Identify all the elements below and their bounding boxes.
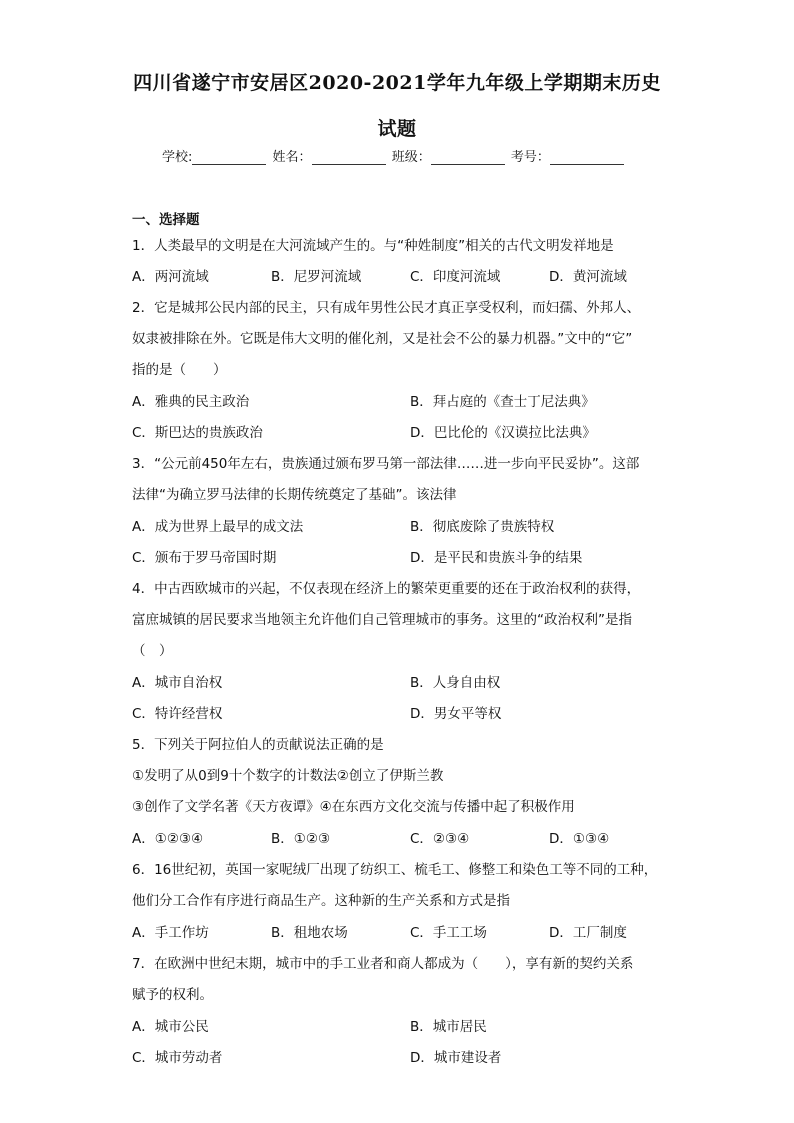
class-blank[interactable] xyxy=(431,150,505,165)
question-3-option-a[interactable]: A．成为世界上最早的成文法 xyxy=(132,519,304,535)
student-info-line xyxy=(162,146,642,165)
exam-title-line2: 试题 xyxy=(377,118,417,140)
question-3-option-b[interactable]: B．彻底废除了贵族特权 xyxy=(410,519,555,535)
question-5-option-c[interactable]: C．②③④ xyxy=(410,831,470,847)
question-1-option-d[interactable]: D．黄河流域 xyxy=(549,269,627,285)
question-5-option-a[interactable]: A．①②③④ xyxy=(132,831,204,847)
question-2-line-2: 奴隶被排除在外。它既是伟大文明的催化剂，又是社会不公的暴力机器。”文中的“它” xyxy=(132,331,633,347)
question-6-option-d[interactable]: D．工厂制度 xyxy=(549,925,627,941)
question-3-option-d[interactable]: D．是平民和贵族斗争的结果 xyxy=(410,550,583,566)
question-7-option-a[interactable]: A．城市公民 xyxy=(132,1019,209,1035)
question-4-option-a[interactable]: A．城市自治权 xyxy=(132,675,223,691)
question-5-line-3: ③创作了文学名著《天方夜谭》④在东西方文化交流与传播中起了积极作用 xyxy=(132,799,575,815)
question-6-line-2: 他们分工合作有序进行商品生产。这种新的生产关系和方式是指 xyxy=(132,893,510,909)
question-6-option-c[interactable]: C．手工工场 xyxy=(410,925,487,941)
question-5-line-1: 5．下列关于阿拉伯人的贡献说法正确的是 xyxy=(132,737,384,753)
question-6-option-b[interactable]: B．租地农场 xyxy=(271,925,348,941)
question-4-option-b[interactable]: B．人身自由权 xyxy=(410,675,501,691)
question-4-line-3: （ ） xyxy=(132,643,173,659)
school-blank[interactable] xyxy=(192,150,266,165)
question-1-option-b[interactable]: B．尼罗河流域 xyxy=(271,269,362,285)
exam-title-line1: 四川省遂宁市安居区2020-2021学年九年级上学期期末历史 xyxy=(133,72,661,94)
question-2-option-d[interactable]: D．巴比伦的《汉谟拉比法典》 xyxy=(410,425,596,441)
question-3-line-1: 3．“公元前450年左右，贵族通过颁布罗马第一部法律……进一步向平民妥协”。这部 xyxy=(132,456,640,472)
question-3-option-c[interactable]: C．颁布于罗马帝国时期 xyxy=(132,550,277,566)
question-2-line-3: 指的是（ ） xyxy=(132,362,227,378)
question-6-option-a[interactable]: A．手工作坊 xyxy=(132,925,209,941)
question-5-option-b[interactable]: B．①②③ xyxy=(271,831,331,847)
question-7-option-b[interactable]: B．城市居民 xyxy=(410,1019,487,1035)
question-3-line-2: 法律“为确立罗马法律的长期传统奠定了基础”。该法律 xyxy=(132,487,457,503)
question-4-line-2: 富庶城镇的居民要求当地领主允许他们自己管理城市的事务。这里的“政治权利”是指 xyxy=(132,612,632,628)
name-label: 姓名： xyxy=(272,150,312,165)
question-5-line-2: ①发明了从0到9十个数字的计数法②创立了伊斯兰教 xyxy=(132,768,444,784)
question-7-option-c[interactable]: C．城市劳动者 xyxy=(132,1050,223,1066)
question-6-line-1: 6．16世纪初，英国一家呢绒厂出现了纺织工、梳毛工、修整工和染色工等不同的工种， xyxy=(132,862,658,878)
question-7-line-1: 7．在欧洲中世纪末期，城市中的手工业者和商人都成为（ ），享有新的契约关系 xyxy=(132,956,634,972)
question-4-option-c[interactable]: C．特许经营权 xyxy=(132,706,223,722)
question-4-option-d[interactable]: D．男女平等权 xyxy=(410,706,502,722)
question-2-option-b[interactable]: B．拜占庭的《查士丁尼法典》 xyxy=(410,394,595,410)
question-2-option-a[interactable]: A．雅典的民主政治 xyxy=(132,394,250,410)
school-label: 学校: xyxy=(162,150,193,165)
class-label: 班级： xyxy=(391,150,431,165)
section-heading: 一、选择题 xyxy=(132,212,200,228)
question-2-line-1: 2．它是城邦公民内部的民主，只有成年男性公民才真正享受权利，而妇孺、外邦人、 xyxy=(132,300,641,316)
question-2-option-c[interactable]: C．斯巴达的贵族政治 xyxy=(132,425,263,441)
question-1-option-a[interactable]: A．两河流域 xyxy=(132,269,209,285)
question-7-line-2: 赋予的权利。 xyxy=(132,987,213,1003)
name-blank[interactable] xyxy=(312,150,386,165)
question-1-option-c[interactable]: C．印度河流域 xyxy=(410,269,501,285)
question-5-option-d[interactable]: D．①③④ xyxy=(549,831,610,847)
question-7-option-d[interactable]: D．城市建设者 xyxy=(410,1050,502,1066)
question-1-line-1: 1．人类最早的文明是在大河流域产生的。与“种姓制度”相关的古代文明发祥地是 xyxy=(132,238,614,254)
exam-number-blank[interactable] xyxy=(550,150,624,165)
exam-number-label: 考号： xyxy=(510,150,550,165)
question-4-line-1: 4．中古西欧城市的兴起，不仅表现在经济上的繁荣更重要的还在于政治权利的获得， xyxy=(132,581,641,597)
